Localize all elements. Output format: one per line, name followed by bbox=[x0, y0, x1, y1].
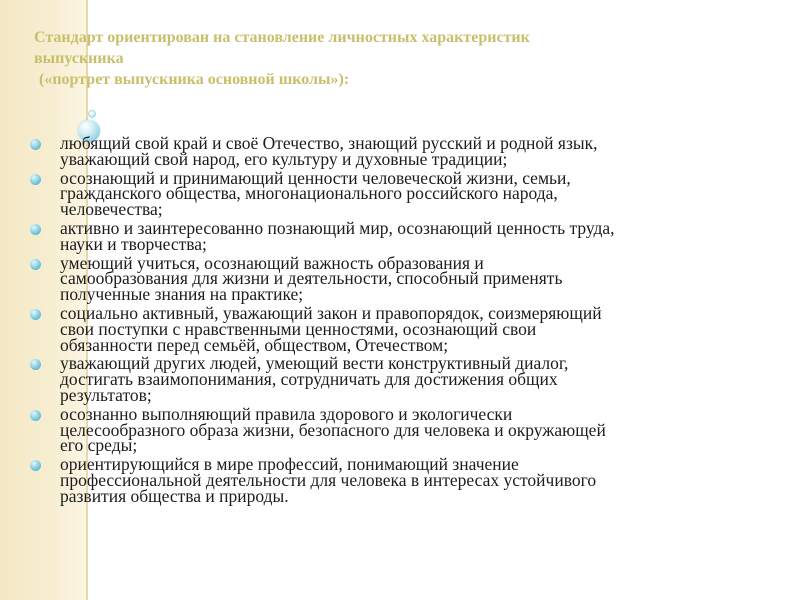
bubble-bullet-icon bbox=[30, 410, 41, 421]
list-item-line: уважающий других людей, умеющий вести конструктивный диалог, bbox=[60, 353, 569, 374]
list-item bbox=[30, 217, 770, 254]
list-item-line: профессиональной деятельности для человека в интересах устойчивого bbox=[60, 469, 597, 490]
list-item-line: свои поступки с нравственными ценностями, осознающий свои bbox=[60, 318, 537, 339]
list-item bbox=[30, 302, 770, 355]
list-item bbox=[30, 353, 770, 405]
list-item-line: уважающий свой народ, его культуру и духовные традиции; bbox=[60, 148, 508, 169]
bubble-bullet-icon bbox=[30, 139, 41, 150]
list-item-line: любящий свой край и своё Отечество, знающий русский и родной язык, bbox=[60, 133, 598, 153]
bubble-bullet-icon bbox=[30, 309, 41, 320]
list-item-line: осознанно выполняющий правила здорового и экологически bbox=[60, 403, 513, 424]
list-item-line: умеющий учиться, осознающий важность образования и bbox=[60, 252, 484, 273]
list-item-line: результатов; bbox=[60, 384, 152, 405]
list-item-line: самообразования для жизни и деятельности, способный применять bbox=[60, 268, 563, 289]
slide-title-line-2: выпускника bbox=[34, 50, 124, 67]
slide-title-line-3: («портрет выпускника основной школы»): bbox=[39, 71, 350, 88]
list-item-line: социально активный, уважающий закон и правопорядок, соизмеряющий bbox=[60, 302, 602, 323]
list-item-line: человечества; bbox=[60, 199, 163, 220]
list-item-line: целесообразного образа жизни, безопасного для человека и окружающей bbox=[60, 419, 606, 440]
list-item-line: развития общества и природы. bbox=[60, 485, 289, 506]
bubble-bullet-icon bbox=[30, 259, 41, 270]
graduate-portrait-list bbox=[30, 133, 770, 508]
list-item-line: его среды; bbox=[60, 435, 138, 456]
slide-title-line-1: Стандарт ориентирован на становление личностных характеристик bbox=[34, 29, 530, 46]
list-item bbox=[30, 133, 770, 169]
bubble-bullet-icon bbox=[30, 359, 41, 370]
list-item-line: достигать взаимопонимания, сотрудничать для достижения общих bbox=[60, 369, 558, 390]
list-item-line: активно и заинтересованно познающий мир, осознающий ценность труда, bbox=[60, 217, 615, 238]
list-item-line: науки и творчества; bbox=[60, 233, 207, 254]
list-item bbox=[30, 454, 770, 506]
slide-title bbox=[34, 27, 734, 90]
list-item-line: осознающий и принимающий ценности человеческой жизни, семьи, bbox=[60, 167, 571, 188]
list-item-line: полученные знания на практике; bbox=[60, 284, 304, 305]
list-item bbox=[30, 252, 770, 305]
list-item bbox=[30, 403, 770, 456]
bubble-bullet-icon bbox=[30, 174, 41, 185]
bubble-bullet-icon bbox=[30, 224, 41, 235]
list-item-line: обязанности перед семьёй, обществом, Отечеством; bbox=[60, 334, 449, 355]
list-item-line: гражданского общества, многонационального российского народа, bbox=[60, 183, 558, 204]
list-item-line: ориентирующийся в мире профессий, понимающий значение bbox=[60, 454, 519, 475]
list-item bbox=[30, 167, 770, 220]
small-bubble-decoration-icon bbox=[88, 110, 96, 118]
bubble-bullet-icon bbox=[30, 460, 41, 471]
